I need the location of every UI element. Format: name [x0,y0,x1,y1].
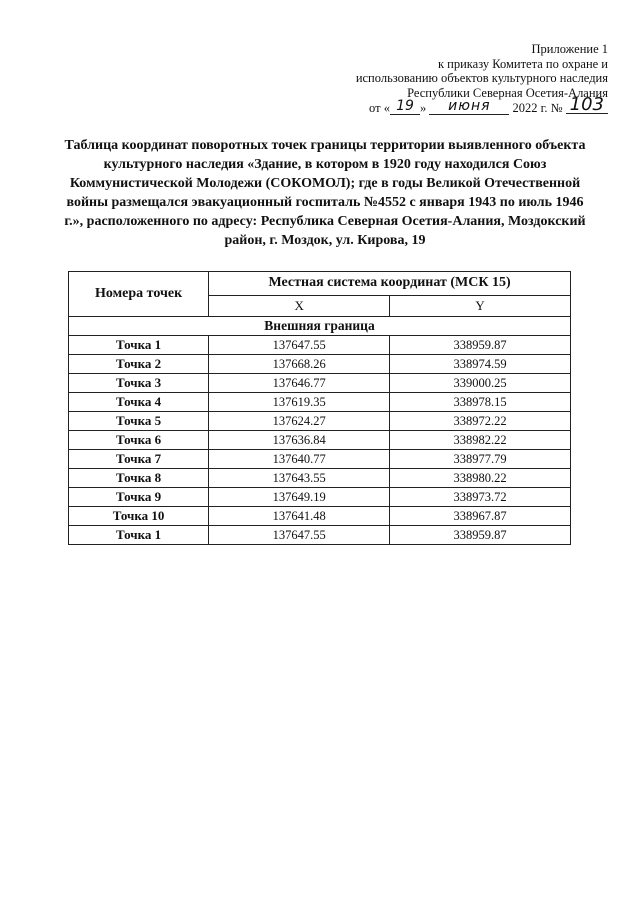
point-name-cell: Точка 9 [69,488,209,507]
point-name-cell: Точка 8 [69,469,209,488]
header-x: X [209,295,390,316]
order-month-handwritten: июня [429,99,509,115]
appendix-line-1: Приложение 1 [531,42,608,56]
point-name-cell: Точка 1 [69,336,209,355]
y-coordinate-cell: 338967.87 [390,507,571,526]
point-name-cell: Точка 4 [69,393,209,412]
table-row [69,431,571,450]
table-row [69,336,571,355]
y-coordinate-cell: 338980.22 [390,469,571,488]
order-day-handwritten: 19 [390,99,420,115]
point-name-cell: Точка 5 [69,412,209,431]
y-coordinate-cell: 338978.15 [390,393,571,412]
y-coordinate-cell: 339000.25 [390,374,571,393]
y-coordinate-cell: 338974.59 [390,355,571,374]
x-coordinate-cell: 137619.35 [209,393,390,412]
order-number-handwritten: 103 [566,98,608,114]
header-y: Y [390,295,571,316]
y-coordinate-cell: 338959.87 [390,336,571,355]
x-coordinate-cell: 137640.77 [209,450,390,469]
table-row [69,393,571,412]
point-name-cell: Точка 3 [69,374,209,393]
section-outer-boundary: Внешняя граница [69,317,571,336]
order-date-quote: » [419,101,427,115]
x-coordinate-cell: 137636.84 [209,431,390,450]
point-name-cell: Точка 10 [69,507,209,526]
y-coordinate-cell: 338982.22 [390,431,571,450]
x-coordinate-cell: 137647.55 [209,336,390,355]
table-row [69,412,571,431]
appendix-line-2: к приказу Комитета по охране и [437,56,608,71]
x-coordinate-cell: 137643.55 [209,469,390,488]
x-coordinate-cell: 137668.26 [209,355,390,374]
point-name-cell: Точка 1 [69,526,209,545]
y-coordinate-cell: 338977.79 [390,450,571,469]
order-date-line [308,94,608,117]
order-date-prefix: от « [369,101,390,115]
x-coordinate-cell: 137647.55 [209,526,390,545]
point-name-cell: Точка 7 [69,450,209,469]
y-coordinate-cell: 338972.22 [390,412,571,431]
table-row [69,469,571,488]
x-coordinate-cell: 137649.19 [209,488,390,507]
point-name-cell: Точка 2 [69,355,209,374]
table-row [69,507,571,526]
order-year: 2022 г. № [512,101,563,115]
header-coordinate-system: Местная система координат (МСК 15) [209,272,571,296]
point-name-cell: Точка 6 [69,431,209,450]
x-coordinate-cell: 137624.27 [209,412,390,431]
table-row [69,374,571,393]
header-point-numbers: Номера точек [69,272,209,317]
table-row [69,450,571,469]
table-row [69,526,571,545]
table-row [69,488,571,507]
appendix-header [308,42,608,117]
y-coordinate-cell: 338959.87 [390,526,571,545]
coordinates-table [68,271,571,545]
section-row [69,317,571,336]
y-coordinate-cell: 338973.72 [390,488,571,507]
appendix-line-3: использованию объектов культурного наследия [355,71,608,85]
appendix-line-4: Республики Северная Осетия-Алания [407,85,608,100]
x-coordinate-cell: 137646.77 [209,374,390,393]
x-coordinate-cell: 137641.48 [209,507,390,526]
table-row [69,355,571,374]
document-title: Таблица координат поворотных точек границы территории выявленного объекта культурного наследия «Здание, в котором в 1920 году находился Союз Коммунистической Молодежи (СОКОМОЛ); где в годы Великой Отечественной войны размещался эвакуационный госпиталь №4552 с января 1943 по июль 1946 г.», расположенного по адресу: Республика Северная Осетия-Алания, Моздокский район, г. Моздок, ул. Кирова, 19 [64,138,586,248]
